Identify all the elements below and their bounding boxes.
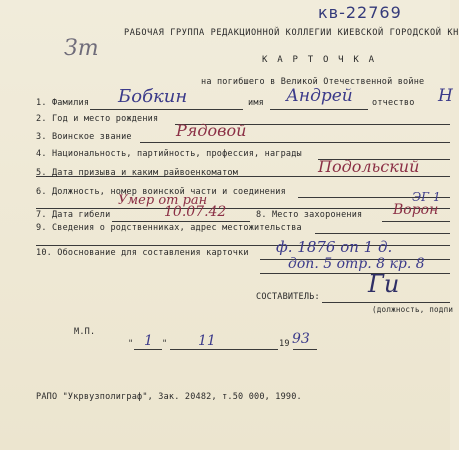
basis-value-b: доп. 5 отр. 8 кр. 8 <box>288 256 425 272</box>
month-value: 11 <box>198 333 216 349</box>
draft-label: 5. Дата призыва и каким райвоенкоматом <box>36 168 239 178</box>
compiler-caption: (должность, подпи <box>372 305 454 314</box>
rank-line <box>140 142 450 143</box>
basis-line-2 <box>260 273 450 274</box>
archive-code: кв-22769 <box>318 3 402 22</box>
year-prefix: 19 <box>279 339 290 349</box>
birth-label: 2. Год и место рождения <box>36 114 159 124</box>
name-label: имя <box>248 98 264 108</box>
relatives-line-1 <box>315 233 450 234</box>
day-close-quote: " <box>162 339 168 349</box>
position-line-2 <box>36 208 450 209</box>
card-title: К А Р Т О Ч К А <box>262 55 377 65</box>
margin-mark: Зт <box>64 36 99 61</box>
mp-label: М.П. <box>74 327 96 337</box>
rank-label: 3. Воинское звание <box>36 132 132 142</box>
death-date-value: 10.07.42 <box>164 204 227 220</box>
compiler-signature: Ги <box>368 270 400 298</box>
surname-label: 1. Фамилия <box>36 98 90 108</box>
surname-value: Бобкин <box>118 86 188 107</box>
nationality-label: 4. Национальность, партийность, профессия, награды <box>36 149 302 159</box>
draft-value: Подольский <box>318 157 420 176</box>
day-open-quote: " <box>128 339 134 349</box>
death-date-line <box>112 221 250 222</box>
basis-value-a: ф. 1876 оп 1 д. <box>276 238 393 256</box>
name-line <box>270 109 368 110</box>
month-line <box>170 349 278 350</box>
burial-label: 8. Место захоронения <box>256 210 363 220</box>
death-date-label: 7. Дата гибели <box>36 210 111 220</box>
printer-imprint: РАПО "Укрвузполиграф", Зак. 20482, т.50 000, 1990. <box>36 392 302 402</box>
name-value: Андрей <box>286 86 353 106</box>
day-value: 1 <box>144 333 153 349</box>
compiler-line <box>322 302 450 303</box>
rank-value: Рядовой <box>176 121 247 140</box>
card-subtitle: на погибшего в Великой Отечественной войне <box>201 77 425 87</box>
surname-line <box>90 109 243 110</box>
year-line <box>293 349 317 350</box>
year-value: 93 <box>292 331 310 347</box>
patronymic-value: Н <box>438 86 453 106</box>
position-value-a: Умер от ран <box>118 193 208 208</box>
relatives-label: 9. Сведения о родственниках, адрес местожительства <box>36 223 302 233</box>
burial-line <box>382 221 450 222</box>
position-label: 6. Должность, номер воинской части и соединения <box>36 187 286 197</box>
day-line <box>134 349 162 350</box>
position-value-b: ЭГ 1 <box>412 190 441 204</box>
compiler-label: СОСТАВИТЕЛЬ: <box>256 292 320 302</box>
organization-header: РАБОЧАЯ ГРУППА РЕДАКЦИОННОЙ КОЛЛЕГИИ КИЕВСКОЙ ГОРОДСКОЙ КН <box>124 28 459 38</box>
patronymic-label: отчество <box>372 98 415 108</box>
burial-value: Ворон <box>393 202 439 218</box>
basis-label: 10. Обоснование для составления карточки <box>36 248 249 258</box>
